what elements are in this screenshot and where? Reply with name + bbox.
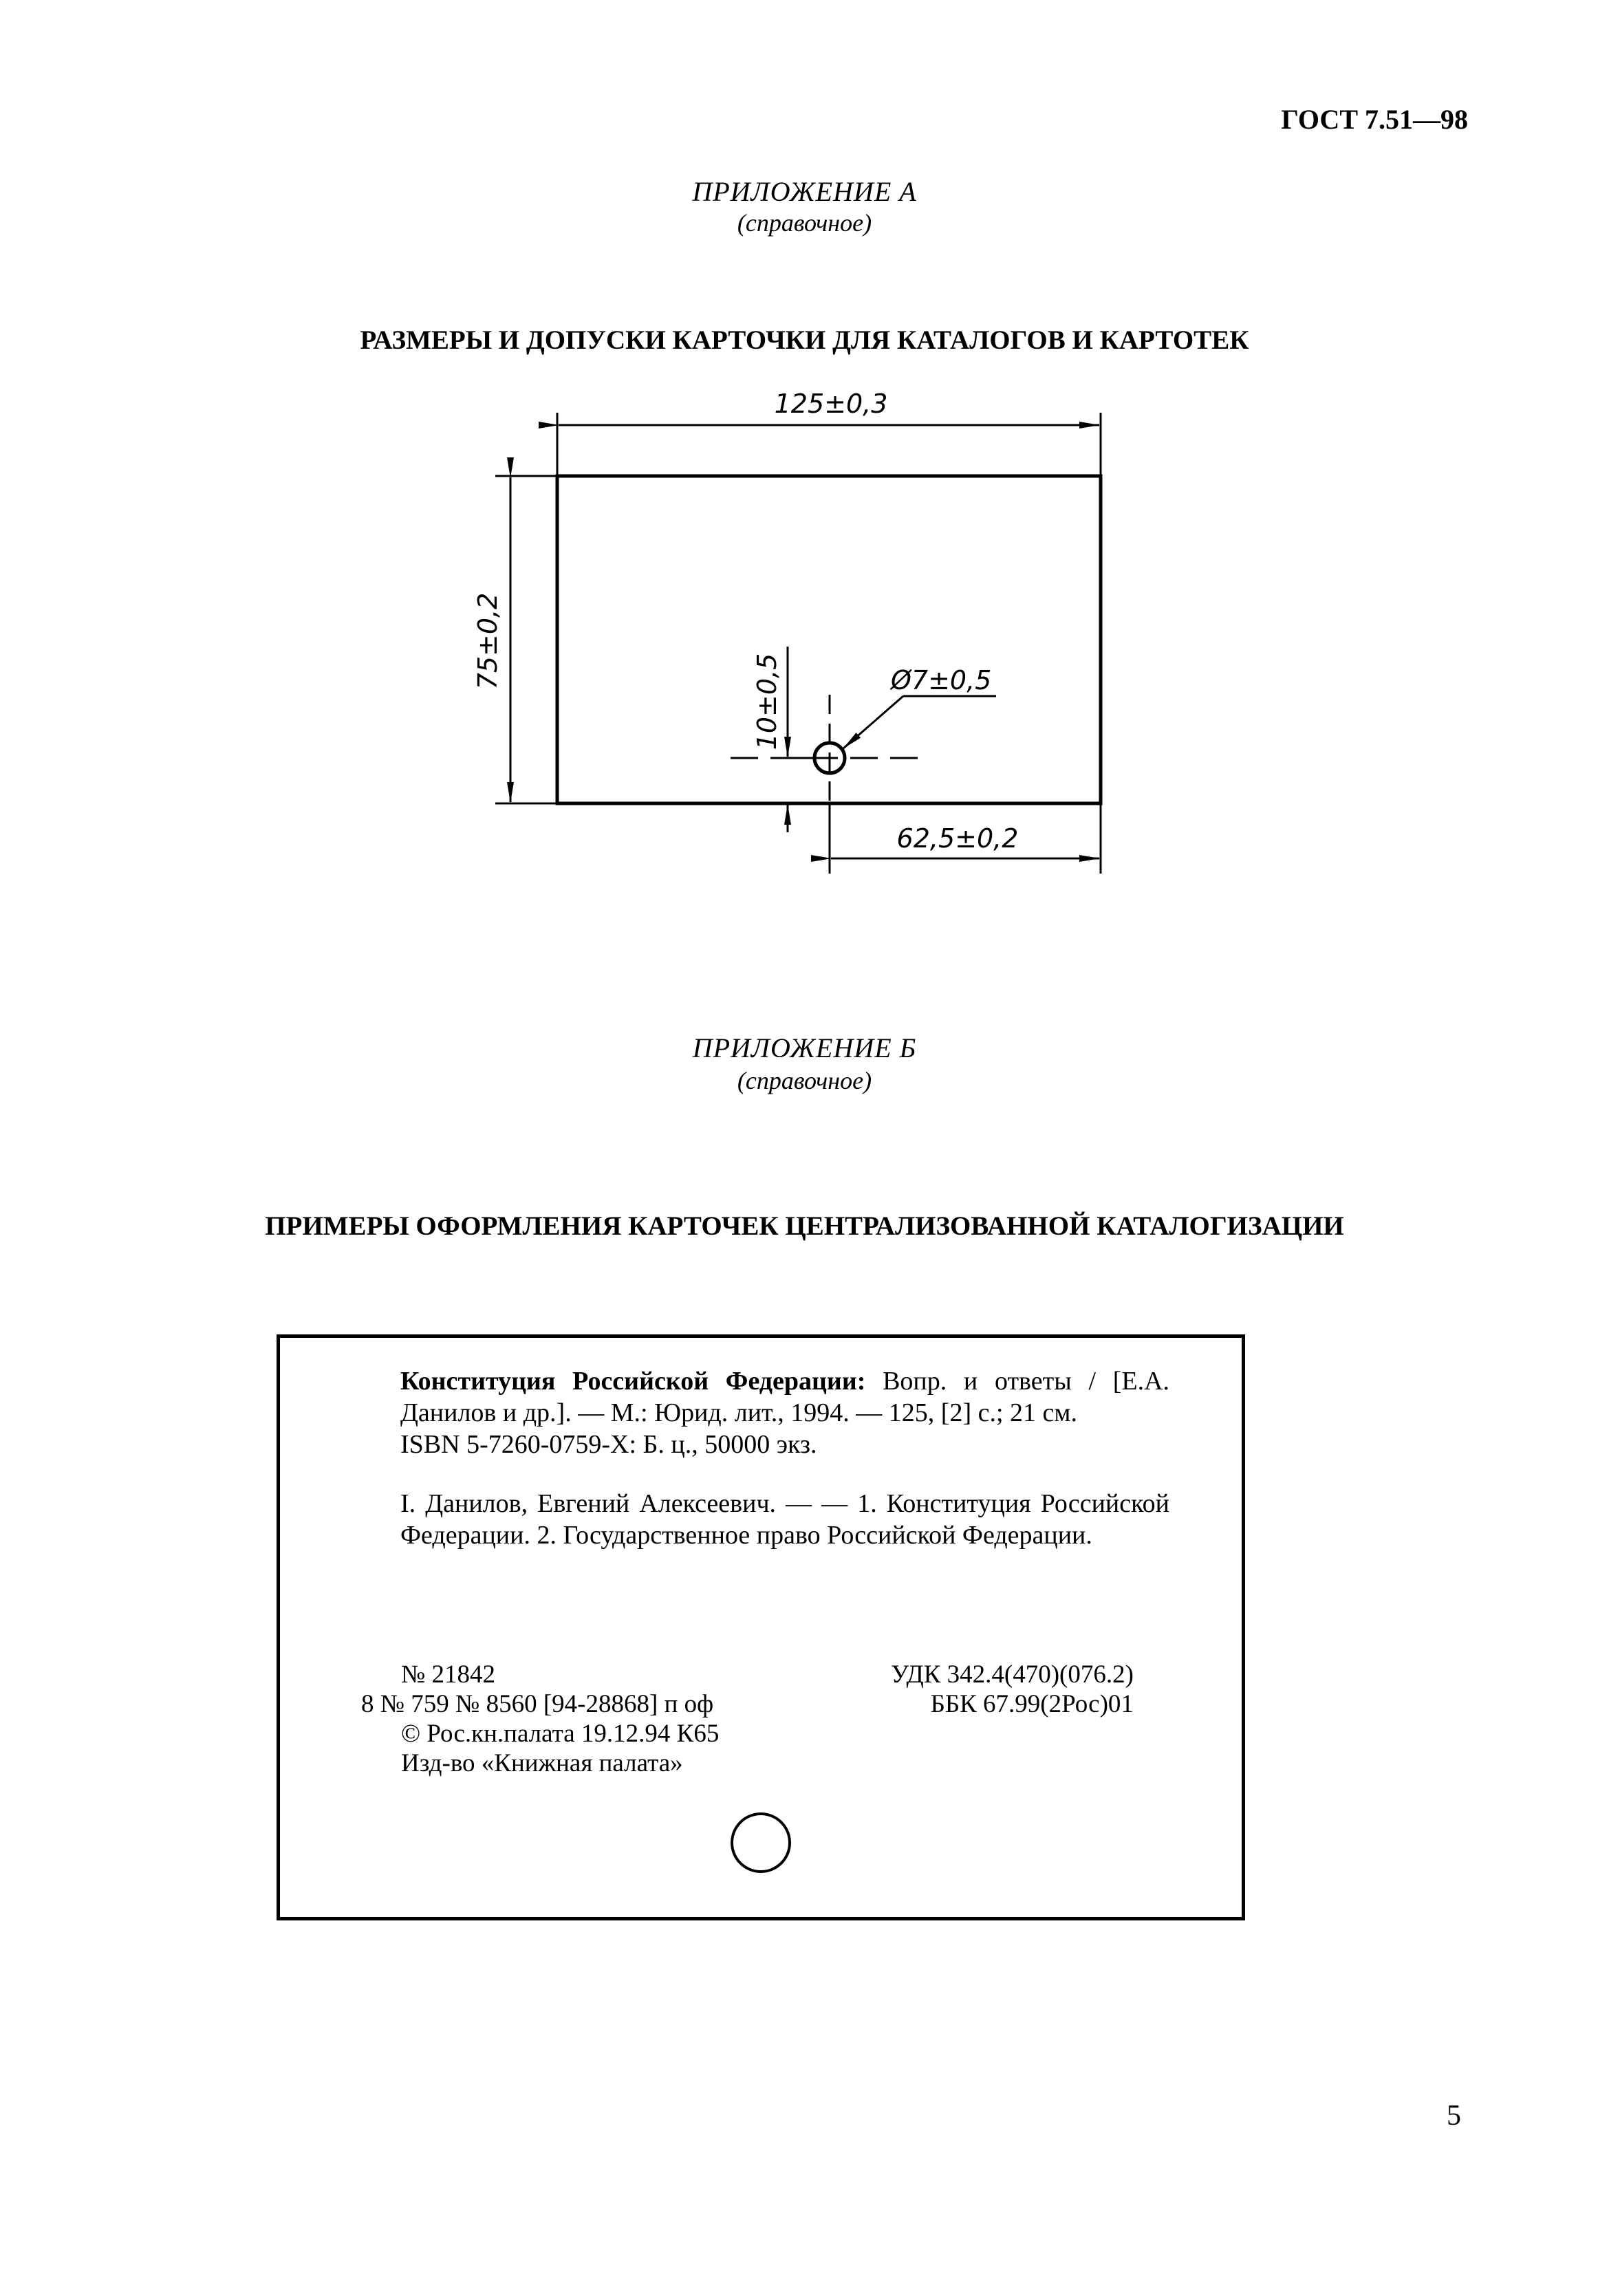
standard-code: ГОСТ 7.51—98 [1281, 104, 1468, 135]
card-left-notes [361, 1660, 719, 1778]
diameter-leader [843, 696, 903, 748]
card-description [400, 1365, 1169, 1429]
appendix-a-title: ПРИЛОЖЕНИЕ А [692, 176, 917, 207]
card-tracing: I. Данилов, Евгений Алексеевич. — — 1. Конституция Российской Федерации. 2. Государственное право Российской Федерации. [400, 1489, 1169, 1550]
card-note-bbk: ББК 67.99(2Рос)01 [930, 1690, 1134, 1718]
card-note-number: № 21842 [401, 1660, 496, 1689]
card-note-registration: 8 № 759 № 8560 [94-28868] п оф [361, 1690, 714, 1718]
hole-offset-label: 10±0,5 [752, 653, 782, 750]
page-number: 5 [1447, 2100, 1461, 2132]
appendix-b-subtitle: (справочное) [737, 1067, 872, 1094]
height-label: 75±0,2 [473, 592, 503, 690]
appendix-b-title: ПРИЛОЖЕНИЕ Б [692, 1032, 917, 1063]
hole-diameter-label: Ø7±0,5 [891, 665, 992, 695]
catalog-card-example [277, 1334, 1245, 1920]
appendix-a-heading: РАЗМЕРЫ И ДОПУСКИ КАРТОЧКИ ДЛЯ КАТАЛОГОВ И КАРТОТЕК [360, 325, 1249, 355]
card-note-copyright: © Рос.кн.палата 19.12.94 К65 [401, 1720, 720, 1748]
card-isbn: ISBN 5-7260-0759-X: Б. ц., 50000 экз. [400, 1430, 817, 1459]
card-description-block [400, 1365, 1169, 1551]
appendix-b-heading: ПРИМЕРЫ ОФОРМЛЕНИЯ КАРТОЧЕК ЦЕНТРАЛИЗОВАННОЙ КАТАЛОГИЗАЦИИ [265, 1211, 1344, 1241]
hole-position-label: 62,5±0,2 [896, 823, 1019, 854]
card-hole-icon [731, 1812, 791, 1873]
card-note-publisher: Изд-во «Книжная палата» [401, 1749, 683, 1777]
card-dimension-drawing [0, 0, 1609, 963]
card-description-text: Вопр. и ответы / [Е.А. Данилов и др.]. — М.: Юрид. лит., 1994. — 125, [2] с.; 21 см. [400, 1367, 1170, 1427]
card-title: Конституция Российской Федерации: [400, 1367, 866, 1396]
card-note-udc: УДК 342.4(470)(076.2) [891, 1660, 1134, 1689]
card-right-notes [891, 1660, 1134, 1719]
appendix-a-subtitle: (справочное) [737, 209, 872, 237]
width-label: 125±0,3 [774, 389, 888, 419]
